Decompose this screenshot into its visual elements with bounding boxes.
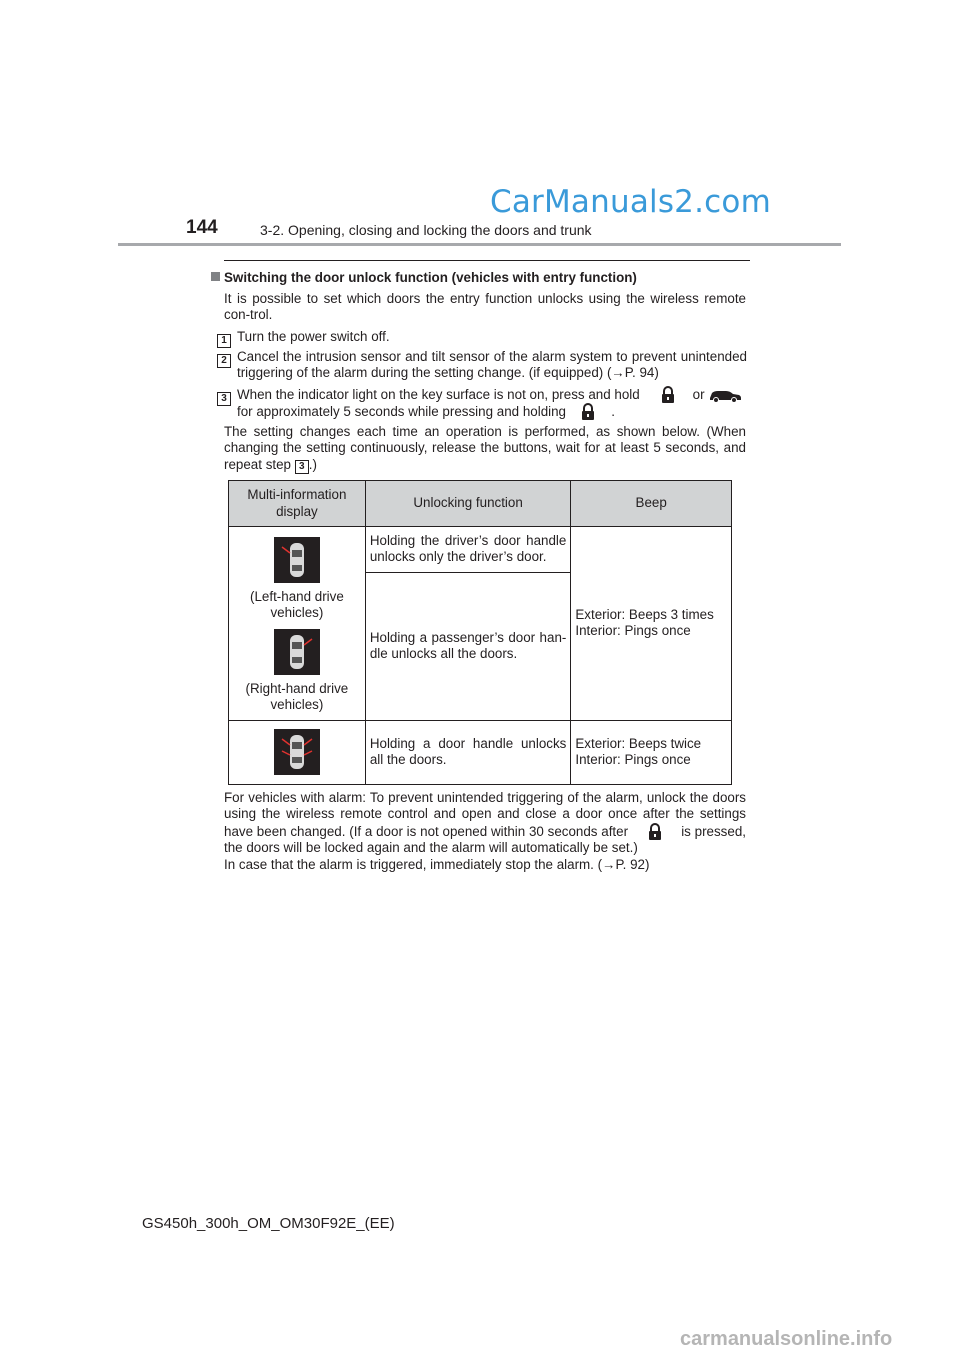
step-badge-3: 3 — [217, 388, 231, 406]
step-1-text: Turn the power switch off. — [237, 329, 390, 344]
beep-cell: Exterior: Beeps 3 times Interior: Pings once — [571, 527, 732, 721]
unlock-function-cell: Holding the driver’s door handle unlocks only the driver’s door. — [365, 527, 571, 573]
column-header: Unlocking function — [365, 481, 571, 527]
column-header: Multi-information display — [229, 481, 366, 527]
step-badge-1: 1 — [217, 330, 231, 348]
beep-cell: Exterior: Beeps twice Interior: Pings once — [571, 720, 732, 784]
lock-button-icon — [581, 403, 595, 420]
step-badge-2: 2 — [217, 350, 231, 368]
table-row — [229, 527, 732, 573]
header-rule — [118, 243, 841, 246]
step-reference-badge: 3 — [295, 460, 309, 474]
section-heading: Switching the door unlock function (vehicles with entry function) — [211, 270, 637, 286]
rhd-caption: (Right-hand drive vehicles) — [245, 680, 349, 713]
column-header: Beep — [571, 481, 732, 527]
setting-change-paragraph: The setting changes each time an operation is performed, as shown below. (When changing the setting continuously, release the buttons, wait for at least 5 seconds, and repeat step 3 .) — [224, 424, 746, 472]
unlock-function-table — [228, 480, 732, 785]
running-head: 3-2. Opening, closing and locking the doors and trunk — [260, 222, 592, 238]
alarm-footnote: For vehicles with alarm: To prevent unintended triggering of the alarm, unlock the doors using the wireless remote control and open and close a door once after the settings have been changed. (If a door is not opened within 30 seconds after is pressed, the doors will be locked again and the alarm will automatically be set.) In case that the alarm is triggered, immediately stop the alarm. (→P. 92) — [224, 790, 746, 872]
display-cell — [229, 527, 366, 721]
lock-button-icon — [661, 386, 675, 403]
display-cell — [229, 720, 366, 784]
intro-paragraph: It is possible to set which doors the entry function unlocks using the wireless remote con-trol. — [224, 291, 746, 323]
car-lhd-display-icon — [274, 537, 320, 583]
step-2-text: Cancel the intrusion sensor and tilt sensor of the alarm system to prevent unintended triggering of the alarm during the setting change. (if equipped) (→P. 94) — [237, 349, 747, 381]
section-rule — [224, 260, 750, 261]
square-bullet-icon — [211, 272, 220, 281]
lock-button-icon — [648, 823, 662, 840]
unlock-function-cell: Holding a passenger’s door han-dle unlocks all the doors. — [365, 572, 571, 720]
step-3-text: When the indicator light on the key surface is not on, press and hold or for approximately 5 seconds while pressing and holding . — [237, 386, 747, 421]
model-code: GS450h_300h_OM_OM30F92E_(EE) — [142, 1215, 395, 1232]
table-row — [229, 720, 732, 784]
watermark-bottom: carmanualsonline.info — [680, 1328, 893, 1350]
trunk-button-icon — [708, 386, 742, 403]
watermark-top: CarManuals2.com — [490, 184, 771, 220]
car-all-doors-display-icon — [274, 729, 320, 775]
lhd-caption: (Left-hand drive vehicles) — [250, 589, 344, 621]
page-number: 144 — [186, 217, 218, 238]
unlock-function-cell: Holding a door handle unlocks all the doors. — [365, 720, 571, 784]
car-rhd-display-icon — [274, 629, 320, 675]
table-header-row — [229, 481, 732, 527]
